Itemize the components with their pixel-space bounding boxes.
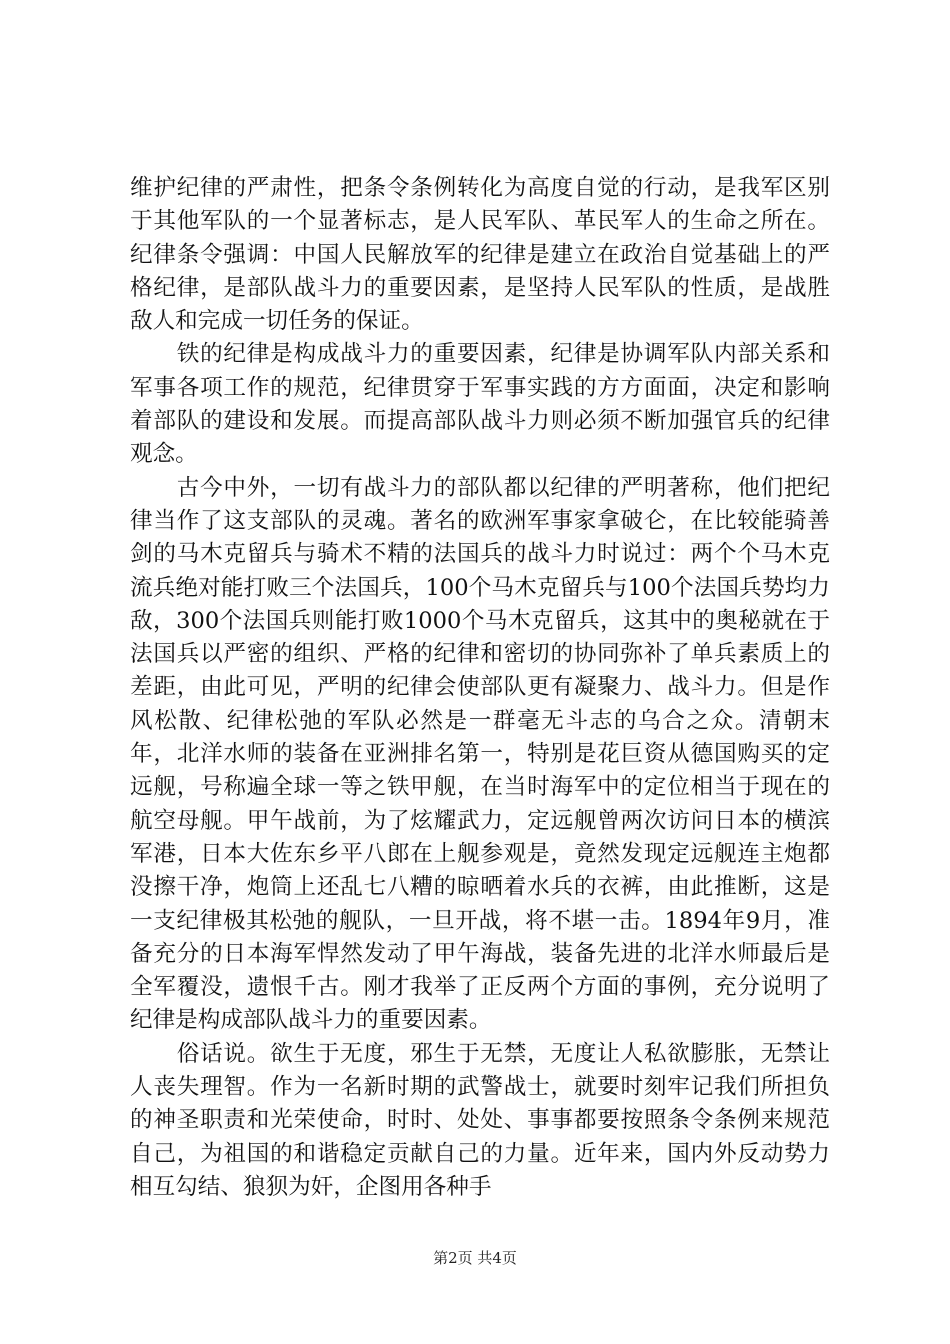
document-body	[130, 172, 830, 1204]
paragraph-3: 古今中外，一切有战斗力的部队都以纪律的严明著称，他们把纪律当作了这支部队的灵魂。著名的欧洲军事家拿破仑，在比较能骑善剑的马木克留兵与骑术不精的法国兵的战斗力时说过：两个个马木克流兵绝对能打败三个法国兵，100个马木克留兵与100个法国兵势均力敌，300个法国兵则能打败1000个马木克留兵，这其中的奥秘就在于法国兵以严密的组织、严格的纪律和密切的协同弥补了单兵素质上的差距，由此可见，严明的纪律会使部队更有凝聚力、战斗力。但是作风松散、纪律松弛的军队必然是一群毫无斗志的乌合之众。清朝末年，北洋水师的装备在亚洲排名第一，特别是花巨资从德国购买的定远舰，号称遍全球一等之铁甲舰，在当时海军中的定位相当于现在的航空母舰。甲午战前，为了炫耀武力，定远舰曾两次访问日本的横滨军港，日本大佐东乡平八郎在上舰参观是，竟然发现定远舰连主炮都没擦干净，炮筒上还乱七八糟的晾晒着水兵的衣裤，由此推断，这是一支纪律极其松弛的舰队，一旦开战，将不堪一击。1894年9月，准备充分的日本海军悍然发动了甲午海战，装备先进的北洋水师最后是全军覆没，遗恨千古。刚才我举了正反两个方面的事例，充分说明了纪律是构成部队战斗力的重要因素。	[130, 474, 830, 1034]
paragraph-2: 铁的纪律是构成战斗力的重要因素，纪律是协调军队内部关系和军事各项工作的规范，纪律贯穿于军事实践的方方面面，决定和影响着部队的建设和发展。而提高部队战斗力则必须不断加强官兵的纪律观念。	[130, 341, 830, 468]
paragraph-1: 维护纪律的严肃性，把条令条例转化为高度自觉的行动，是我军区别于其他军队的一个显著标志，是人民军队、革民军人的生命之所在。纪律条令强调：中国人民解放军的纪律是建立在政治自觉基础上的严格纪律，是部队战斗力的重要因素，是坚持人民军队的性质，是战胜敌人和完成一切任务的保证。	[130, 175, 830, 335]
page-footer	[0, 1248, 950, 1268]
paragraph-4: 俗话说。欲生于无度，邪生于无禁，无度让人私欲膨胀，无禁让人丧失理智。作为一名新时期的武警战士，就要时刻牢记我们所担负的神圣职责和光荣使命，时时、处处、事事都要按照条令条例来规范自己，为祖国的和谐稳定贡献自己的力量。近年来，国内外反动势力相互勾结、狼狈为奸，企图用各种手	[130, 1040, 830, 1200]
page-number-label: 第2页 共4页	[433, 1249, 517, 1267]
